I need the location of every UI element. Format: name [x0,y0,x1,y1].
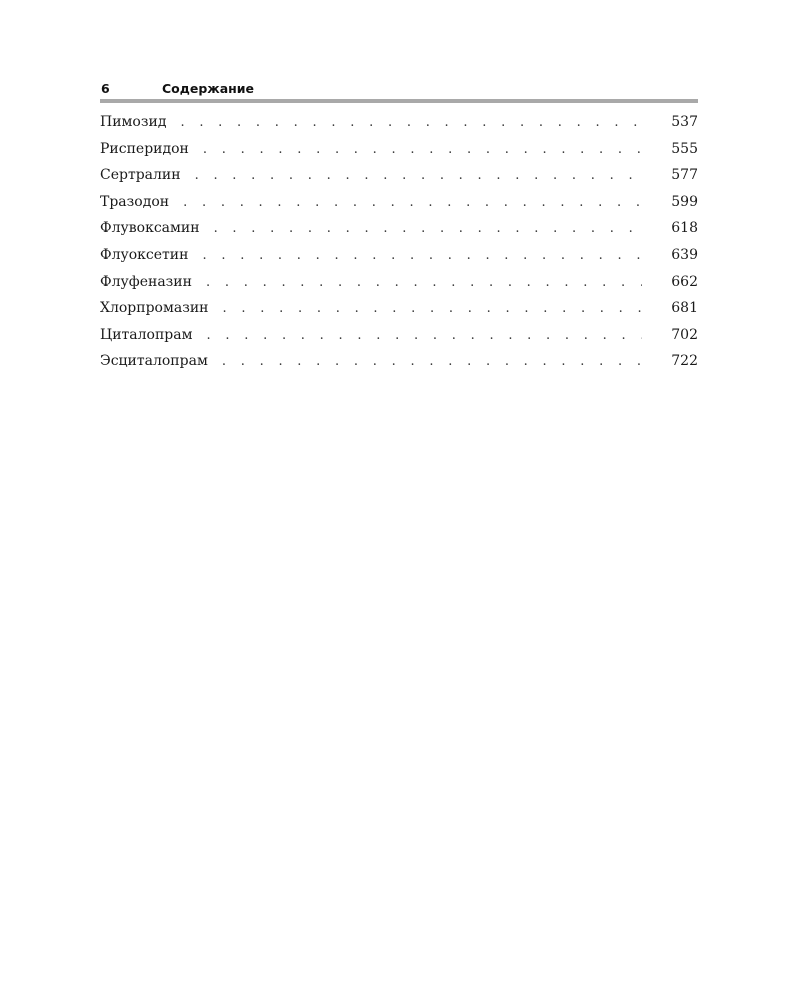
dot-leader [183,195,642,210]
toc-entry-title: Тразодон [100,193,170,210]
toc-entry-title: Сертралин [100,167,181,184]
toc-entry-page: 681 [671,300,698,317]
toc-entry-title: Флувоксамин [100,220,200,237]
dot-leader [222,354,642,369]
toc-entry-page: 577 [671,167,698,184]
toc-entry-page: 599 [671,193,698,210]
toc-entry-title: Эсциталопрам [100,353,208,370]
toc-entry-page: 537 [671,114,698,130]
table-of-contents [100,114,698,380]
toc-entry-title: Флуфеназин [100,273,192,290]
toc-entry-title: Хлорпромазин [100,300,209,317]
toc-entry [100,300,698,327]
dot-leader [206,275,642,290]
toc-entry-page: 639 [671,246,698,263]
toc-entry-page: 555 [671,140,698,157]
section-title: Содержание [162,81,255,96]
dot-leader [202,248,642,263]
running-head [100,80,698,98]
toc-entry-title: Флуоксетин [100,246,189,263]
toc-entry [100,141,698,168]
dot-leader [180,115,642,130]
dot-leader [203,142,642,157]
toc-entry-title: Циталопрам [100,326,193,343]
toc-entry-title: Рисперидон [100,140,189,157]
toc-entry [100,327,698,354]
header-rule [100,99,698,103]
toc-entry-page: 662 [671,273,698,290]
page-number: 6 [101,81,110,96]
dot-leader [223,301,642,316]
dot-leader [206,328,642,343]
toc-entry [100,274,698,301]
toc-entry [100,247,698,274]
toc-entry [100,220,698,247]
toc-entry [100,353,698,380]
toc-entry-page: 618 [671,220,698,237]
toc-entry-page: 702 [671,326,698,343]
dot-leader [195,168,642,183]
toc-entry [100,114,698,141]
toc-entry [100,194,698,221]
toc-entry-title: Пимозид [100,114,167,130]
dot-leader [214,221,642,236]
toc-entry [100,167,698,194]
toc-entry-page: 722 [671,353,698,370]
